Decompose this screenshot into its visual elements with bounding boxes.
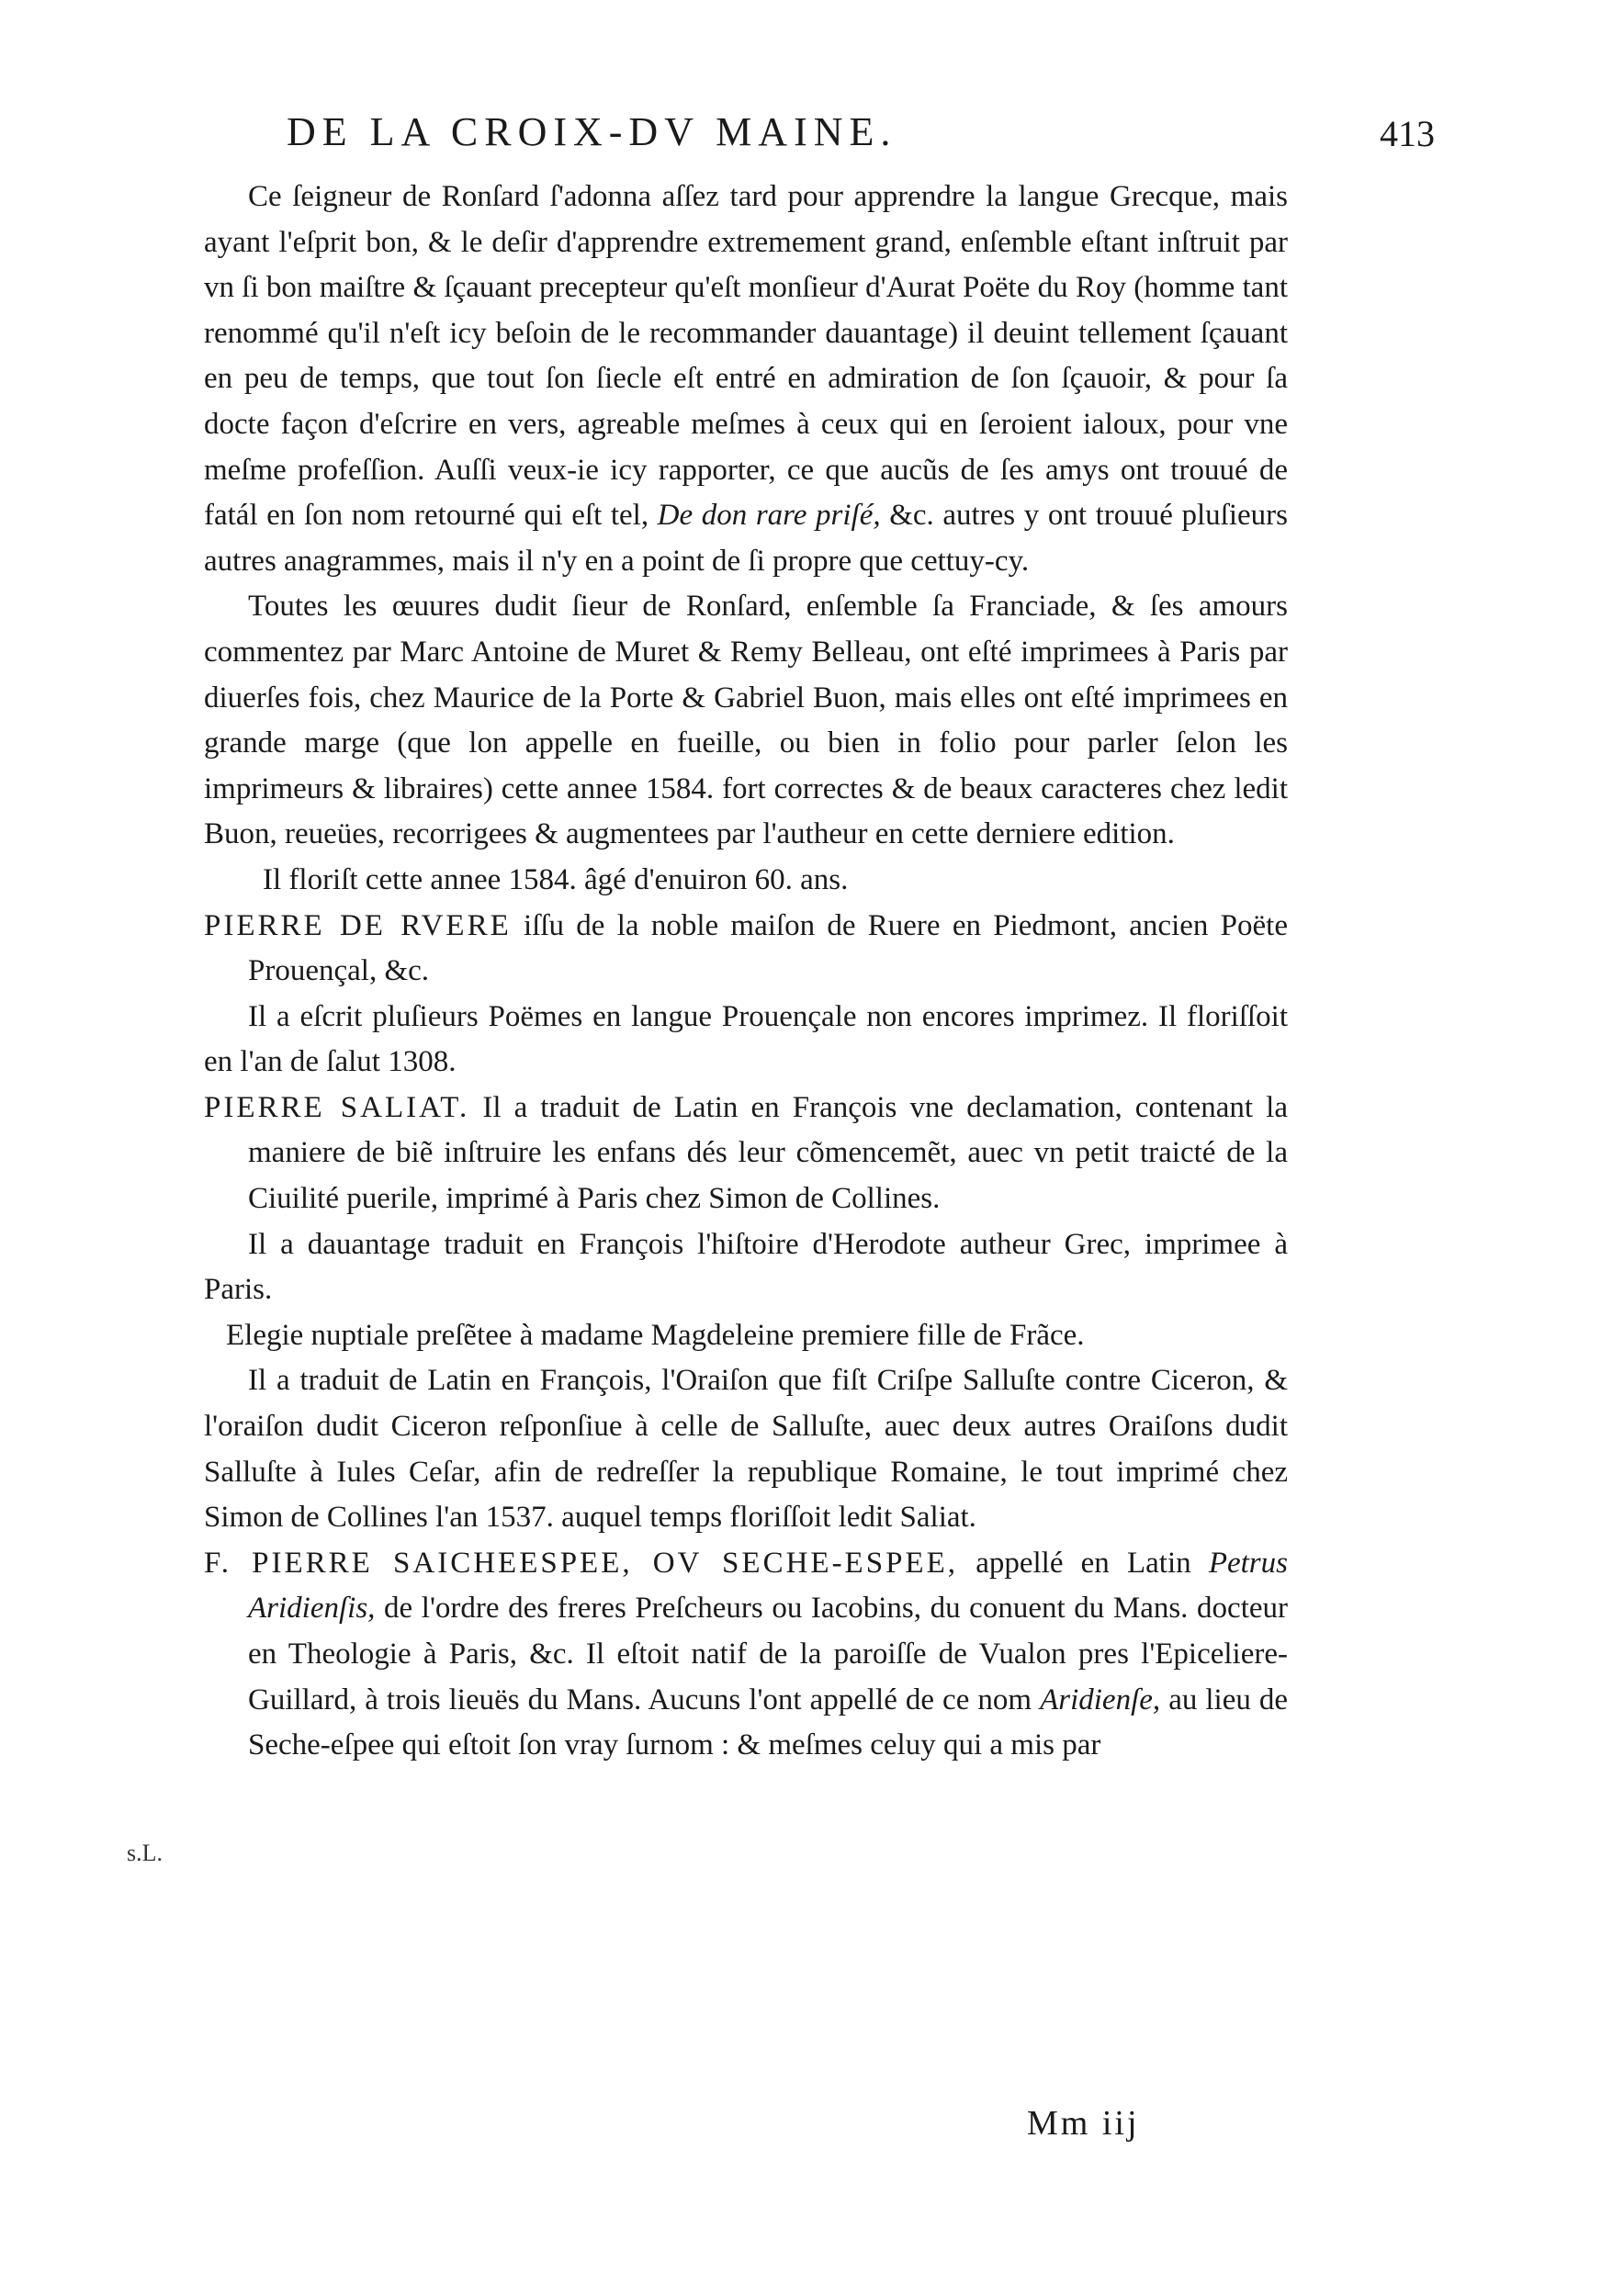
running-head — [287, 108, 1435, 163]
paragraph-saliat-elegie: Elegie nuptiale preſẽtee à madame Magdeleine premiere fille de Frãce. — [226, 1318, 1085, 1352]
page-number: 413 — [1380, 113, 1435, 154]
entry-pierre-saicheespee: F. PIERRE SAICHEESPEE, OV SECHE-ESPEE, appellé en Latin Petrus Aridienſis, de l'ordre des freres Preſcheurs ou Iacobins, du conuent du Mans. docteur en Theologie à Paris, &c. Il eſtoit natif de la paroiſſe de Vualon pres l'Epiceliere-Guillard, à trois lieuës du Mans. Aucuns l'ont appellé de ce nom Aridienſe, au lieu de Seche-eſpee qui eſtoit ſon vray ſurnom : & meſmes celuy qui a mis par — [204, 1546, 1289, 1762]
paragraph-ronsard-works: Toutes les œuures dudit ſieur de Ronſard, enſemble ſa Franciade, & ſes amours commentez par Marc Antoine de Muret & Remy Belleau, ont eſté imprimees à Paris par diuerſes fois, chez Maurice de la Porte & Gabriel Buon, mais elles ont eſté imprimees en grande marge (que lon appelle en fueille, ou bien in folio pour parler ſelon les imprimeurs & libraires) cette annee 1584. fort correctes & de beaux caracteres chez ledit Buon, reueües, recorrigees & augmentees par l'autheur en cette derniere edition. — [204, 590, 1288, 851]
latin-name-italic: Petrus Aridienſis, — [248, 1546, 1288, 1626]
aridiense-italic: Aridienſe, — [1040, 1683, 1161, 1716]
paragraph-saliat-herodote: Il a dauantage traduit en François l'hiſtoire d'Herodote autheur Grec, imprimee à Paris. — [204, 1227, 1288, 1307]
signature-mark: Mm iij — [1027, 2104, 1140, 2143]
anagram-italic: De don rare priſé, — [657, 499, 881, 533]
entry-name: F. PIERRE SAICHEESPEE, OV SECHE-ESPEE, — [204, 1546, 958, 1580]
body-text — [204, 174, 1288, 1769]
paragraph-saliat-oraisons: Il a traduit de Latin en François, l'Oraiſon que fiſt Criſpe Salluſte contre Ciceron, & l'oraiſon dudit Ciceron reſponſiue à celle de Salluſte, auec deux autres Oraiſons dudit Salluſte à Iules Ceſar, afin de redreſſer la republique Romaine, le tout imprimé chez Simon de Collines l'an 1537. auquel temps floriſſoit ledit Saliat. — [204, 1364, 1288, 1535]
running-title: DE LA CROIX-DV MAINE. — [287, 109, 897, 154]
paragraph-ronsard-greek: Ce ſeigneur de Ronſard ſ'adonna aſſez tard pour apprendre la langue Grecque, mais ayant l'eſprit bon, & le deſir d'apprendre extremement grand, enſemble eſtant inſtruit par vn ſi bon maiſtre & ſçauant precepteur qu'eſt monſieur d'Aurat Poëte du Roy (homme tant renommé qu'il n'eſt icy beſoin de le recommander dauantage) il deuint tellement ſçauant en peu de temps, que tout ſon ſiecle eſt entré en admiration de ſon ſçauoir, & pour ſa docte façon d'eſcrire en vers, agreable meſmes à ceux qui en ſeroient ialoux, pour vne meſme profeſſion. Auſſi veux-ie icy rapporter, ce que aucũs de ſes amys ont trouué de fatál en ſon nom retourné qui eſt tel, De don rare priſé, &c. autres y ont trouué pluſieurs autres anagrammes, mais il n'y en a point de ſi propre que cettuy-cy. — [204, 180, 1288, 578]
entry-pierre-de-ruere: PIERRE DE RVERE iſſu de la noble maiſon de Ruere en Piedmont, ancien Poëte Prouençal, &c. — [204, 908, 1288, 988]
entry-pierre-saliat: PIERRE SALIAT. Il a traduit de Latin en François vne declamation, contenant la maniere de biẽ inſtruire les enfans dés leur cõmencemẽt, auec vn petit traicté de la Ciuilité puerile, imprimé à Paris chez Simon de Collines. — [204, 1090, 1288, 1216]
paragraph-ruere-poems: Il a eſcrit pluſieurs Poëmes en langue Prouençale non encores imprimez. Il floriſſoit en l'an de ſalut 1308. — [204, 999, 1288, 1079]
margin-note: s.L. — [127, 1840, 163, 1866]
entry-name: PIERRE DE RVERE — [204, 908, 512, 942]
paragraph-ronsard-floruit: Il floriſt cette annee 1584. âgé d'enuiron 60. ans. — [263, 862, 849, 896]
entry-name: PIERRE SALIAT. — [204, 1090, 470, 1124]
